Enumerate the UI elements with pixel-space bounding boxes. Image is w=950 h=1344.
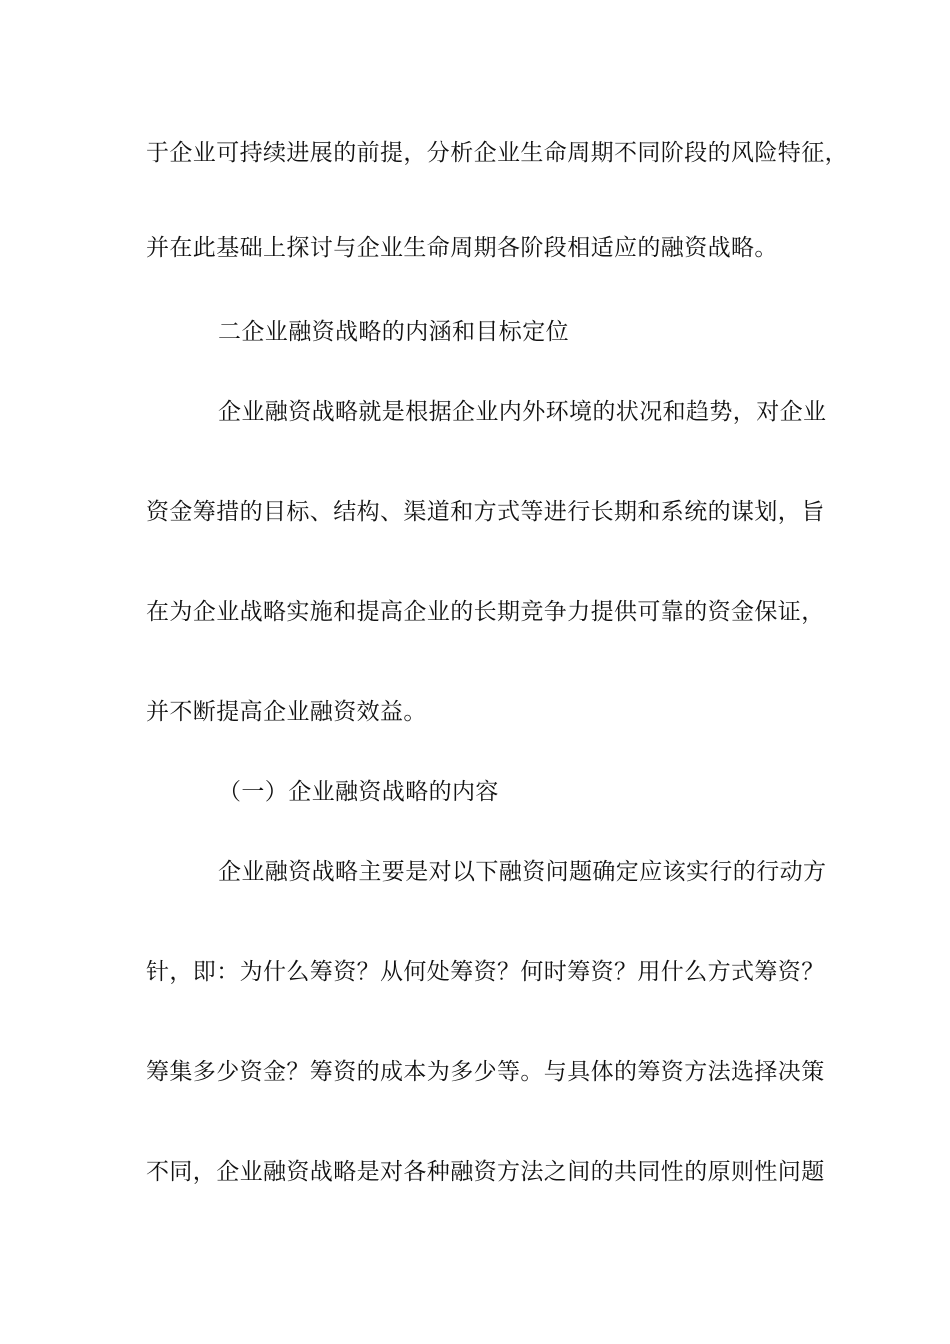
paragraph-line: 不同，企业融资战略是对各种融资方法之间的共同性的原则性问题 [146,1159,825,1185]
subsection-heading: （一）企业融资战略的内容 [218,779,499,805]
paragraph-line: 并不断提高企业融资效益。 [146,699,427,725]
paragraph-line: 在为企业战略实施和提高企业的长期竞争力提供可靠的资金保证， [146,599,825,625]
paragraph-line: 企业融资战略主要是对以下融资问题确定应该实行的行动方 [218,859,827,885]
paragraph-line: 并在此基础上探讨与企业生命周期各阶段相适应的融资战略。 [146,235,778,261]
paragraph-line: 针，即：为什么筹资？从何处筹资？何时筹资？用什么方式筹资？ [146,959,825,985]
paragraph-line: 资金筹措的目标、结构、渠道和方式等进行长期和系统的谋划，旨 [146,499,825,525]
paragraph-line: 于企业可持续进展的前提，分析企业生命周期不同阶段的风险特征， [146,140,848,166]
paragraph-line: 企业融资战略就是根据企业内外环境的状况和趋势，对企业 [218,399,827,425]
section-heading: 二企业融资战略的内涵和目标定位 [218,319,569,345]
paragraph-line: 筹集多少资金？筹资的成本为多少等。与具体的筹资方法选择决策 [146,1059,825,1085]
